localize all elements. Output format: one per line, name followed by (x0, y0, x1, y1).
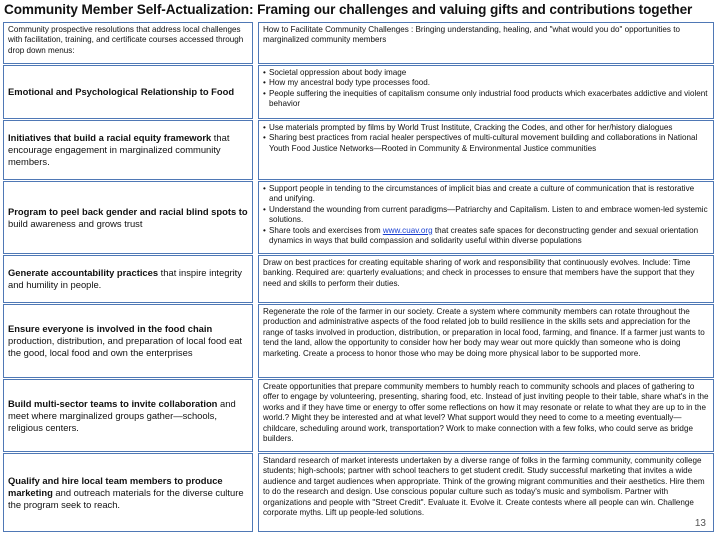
resolution-detail: and outreach materials for the diverse culture the program seek to reach. (8, 486, 244, 510)
resolution-text (8, 206, 248, 230)
facilitation-cell-accountability (258, 255, 714, 303)
facilitation-text: Draw on best practices for creating equitable sharing of work and responsibility that continuously evolves. Include: Time banking. Required are: quarterly evaluations; and check in processes to ensure that members have the support that they need and skills to perform their duties. (263, 258, 695, 288)
resolution-row-marketing (3, 453, 253, 532)
facilitation-cell-blind-spots (258, 181, 714, 254)
resolution-detail: build awareness and grows trust (8, 217, 143, 229)
bullet-item: • Sharing best practices from racial healer perspectives of multi-cultural movement building and collaborations in National Youth Food Justice Networks—Rooted in Community & Environmental Justice communities (263, 133, 709, 154)
bullet-item: • Understand the wounding from current paradigms—Patriarchy and Capitalism. Listen to and embrace women-led systemic solutions. (263, 205, 709, 226)
resolution-heading: Program to peel back gender and racial blind spots to (8, 205, 248, 217)
facilitation-text: Regenerate the role of the farmer in our society. Create a system where community members can rotate throughout the production and administrative aspects of the food related job to build resilience in the skills sets and appreciation for the range of tasks involved in production, distribution, or preparation in local food, farming, and finance. If a farmer just wants to tend the land, allow the opportunity to consider how her body may wear out more quickly than someone who is doing marketing. Create a process to honor those who may be doing more physical labor to be supported more. (263, 307, 705, 358)
resolution-row-multi-sector (3, 379, 253, 452)
resolution-text (8, 132, 248, 168)
resolution-text (8, 86, 234, 98)
left-column (3, 22, 253, 532)
bullet-item: • Use materials prompted by films by World Trust Institute, Cracking the Codes, and other for her/history dialogues (263, 123, 709, 133)
share-tools-text-cont: that creates safe spaces for deconstructing gender and sexual orientation dynamics in ways that build compassion and solidarity useful within diverse populations (269, 225, 699, 246)
bullet-item: • How my ancestral body type processes food. (263, 78, 709, 88)
facilitation-text: Standard research of market interests undertaken by a diverse range of folks in the farming community, community college students; high-schools; partner with school teachers to get student credit. Study successful marketing that invites a wide audience and target audiences when appropriate. Think of the growing migrant communities and their aesthetics. Hire them to do the research and design. Use conscious popular culture such as today's music and symbolism. Partner with organizations and people with "Street Credit". Evaluate it. Evolve it. Create contests where all people can win. Challenge corporate myths. Lift up people-led solutions. (263, 456, 705, 518)
facilitation-cell-racial-equity (258, 120, 714, 180)
right-column (258, 22, 714, 532)
resolution-row-accountability (3, 255, 253, 303)
bullet-list (263, 68, 709, 110)
facilitation-cell-food-chain (258, 304, 714, 378)
facilitation-cell-multi-sector (258, 379, 714, 452)
resolution-detail: that inspire integrity and humility in people. (8, 267, 242, 290)
resolution-heading: Initiatives that build a racial equity framework (8, 132, 212, 143)
facilitation-cell-emotional (258, 65, 714, 119)
resolution-detail: that encourage engagement in marginalized community members. (8, 132, 230, 167)
bullet-list (263, 184, 709, 246)
resolution-row-food-chain (3, 304, 253, 378)
bullet-list (263, 123, 709, 154)
resolution-heading: Ensure everyone is involved in the food chain (8, 323, 213, 334)
slide-title: Community Member Self-Actualization: Framing our challenges and valuing gifts and contributions together (4, 2, 693, 17)
bullet-item: • Societal oppression about body image (263, 68, 709, 78)
facilitation-cell-marketing (258, 453, 714, 532)
bullet-item: • People suffering the inequities of capitalism consume only industrial food products which exacerbates addictive and violent behavior (263, 89, 709, 110)
resolution-heading: Qualify and hire local team members to produce marketing (8, 474, 223, 498)
resolution-row-emotional (3, 65, 253, 119)
resolution-text (8, 323, 248, 359)
left-intro-text: Community prospective resolutions that address local challenges with facilitation, training, and certificate courses accessed through drop down menus: (8, 25, 244, 55)
right-intro-cell (258, 22, 714, 64)
resolution-text (8, 398, 248, 434)
right-intro-text: How to Facilitate Community Challenges : Bringing understanding, healing, and "what would you do" opportunities to marginalized community members (263, 25, 680, 45)
resolution-row-racial-equity (3, 120, 253, 180)
resolution-text (8, 267, 248, 291)
resolution-heading: Build multi-sector teams to invite collaboration (8, 397, 218, 409)
resolution-text (8, 475, 248, 511)
bullet-item: • Support people in tending to the circumstances of implicit bias and create a culture of communication that is restorative and unifying. (263, 184, 709, 205)
resolution-detail: production, distribution, and preparation of local food eat the good, local food and own the enterprises (8, 335, 243, 358)
left-intro-cell (3, 22, 253, 64)
resolution-heading: Generate accountability practices (8, 267, 159, 278)
facilitation-text: Create opportunities that prepare community members to humbly reach to community schools and places of gathering to offer to engage by volunteering, presenting, sharing food, etc. Instead of just inviting people to their table, share what's in the works and if they have time or energy to offer some reflections on how it may resonate or relate to what they are up to in the world.? Might they be interested and at what level? What support would they need to come to a meeting eventually—childcare, scheduling around work, transportation? Work to make connection with a few folks, who could serve as bridge builders. (263, 382, 709, 444)
cuav-link[interactable]: www.cuav.org (382, 225, 433, 235)
bullet-item (263, 226, 709, 247)
resolution-detail: and meet where marginalized groups gather—schools, religious centers. (8, 397, 236, 433)
share-tools-text: Share tools and exercises from (269, 225, 383, 235)
resolution-heading: Emotional and Psychological Relationship to Food (8, 86, 235, 97)
page-number: 13 (694, 518, 706, 529)
resolution-row-blind-spots (3, 181, 253, 254)
